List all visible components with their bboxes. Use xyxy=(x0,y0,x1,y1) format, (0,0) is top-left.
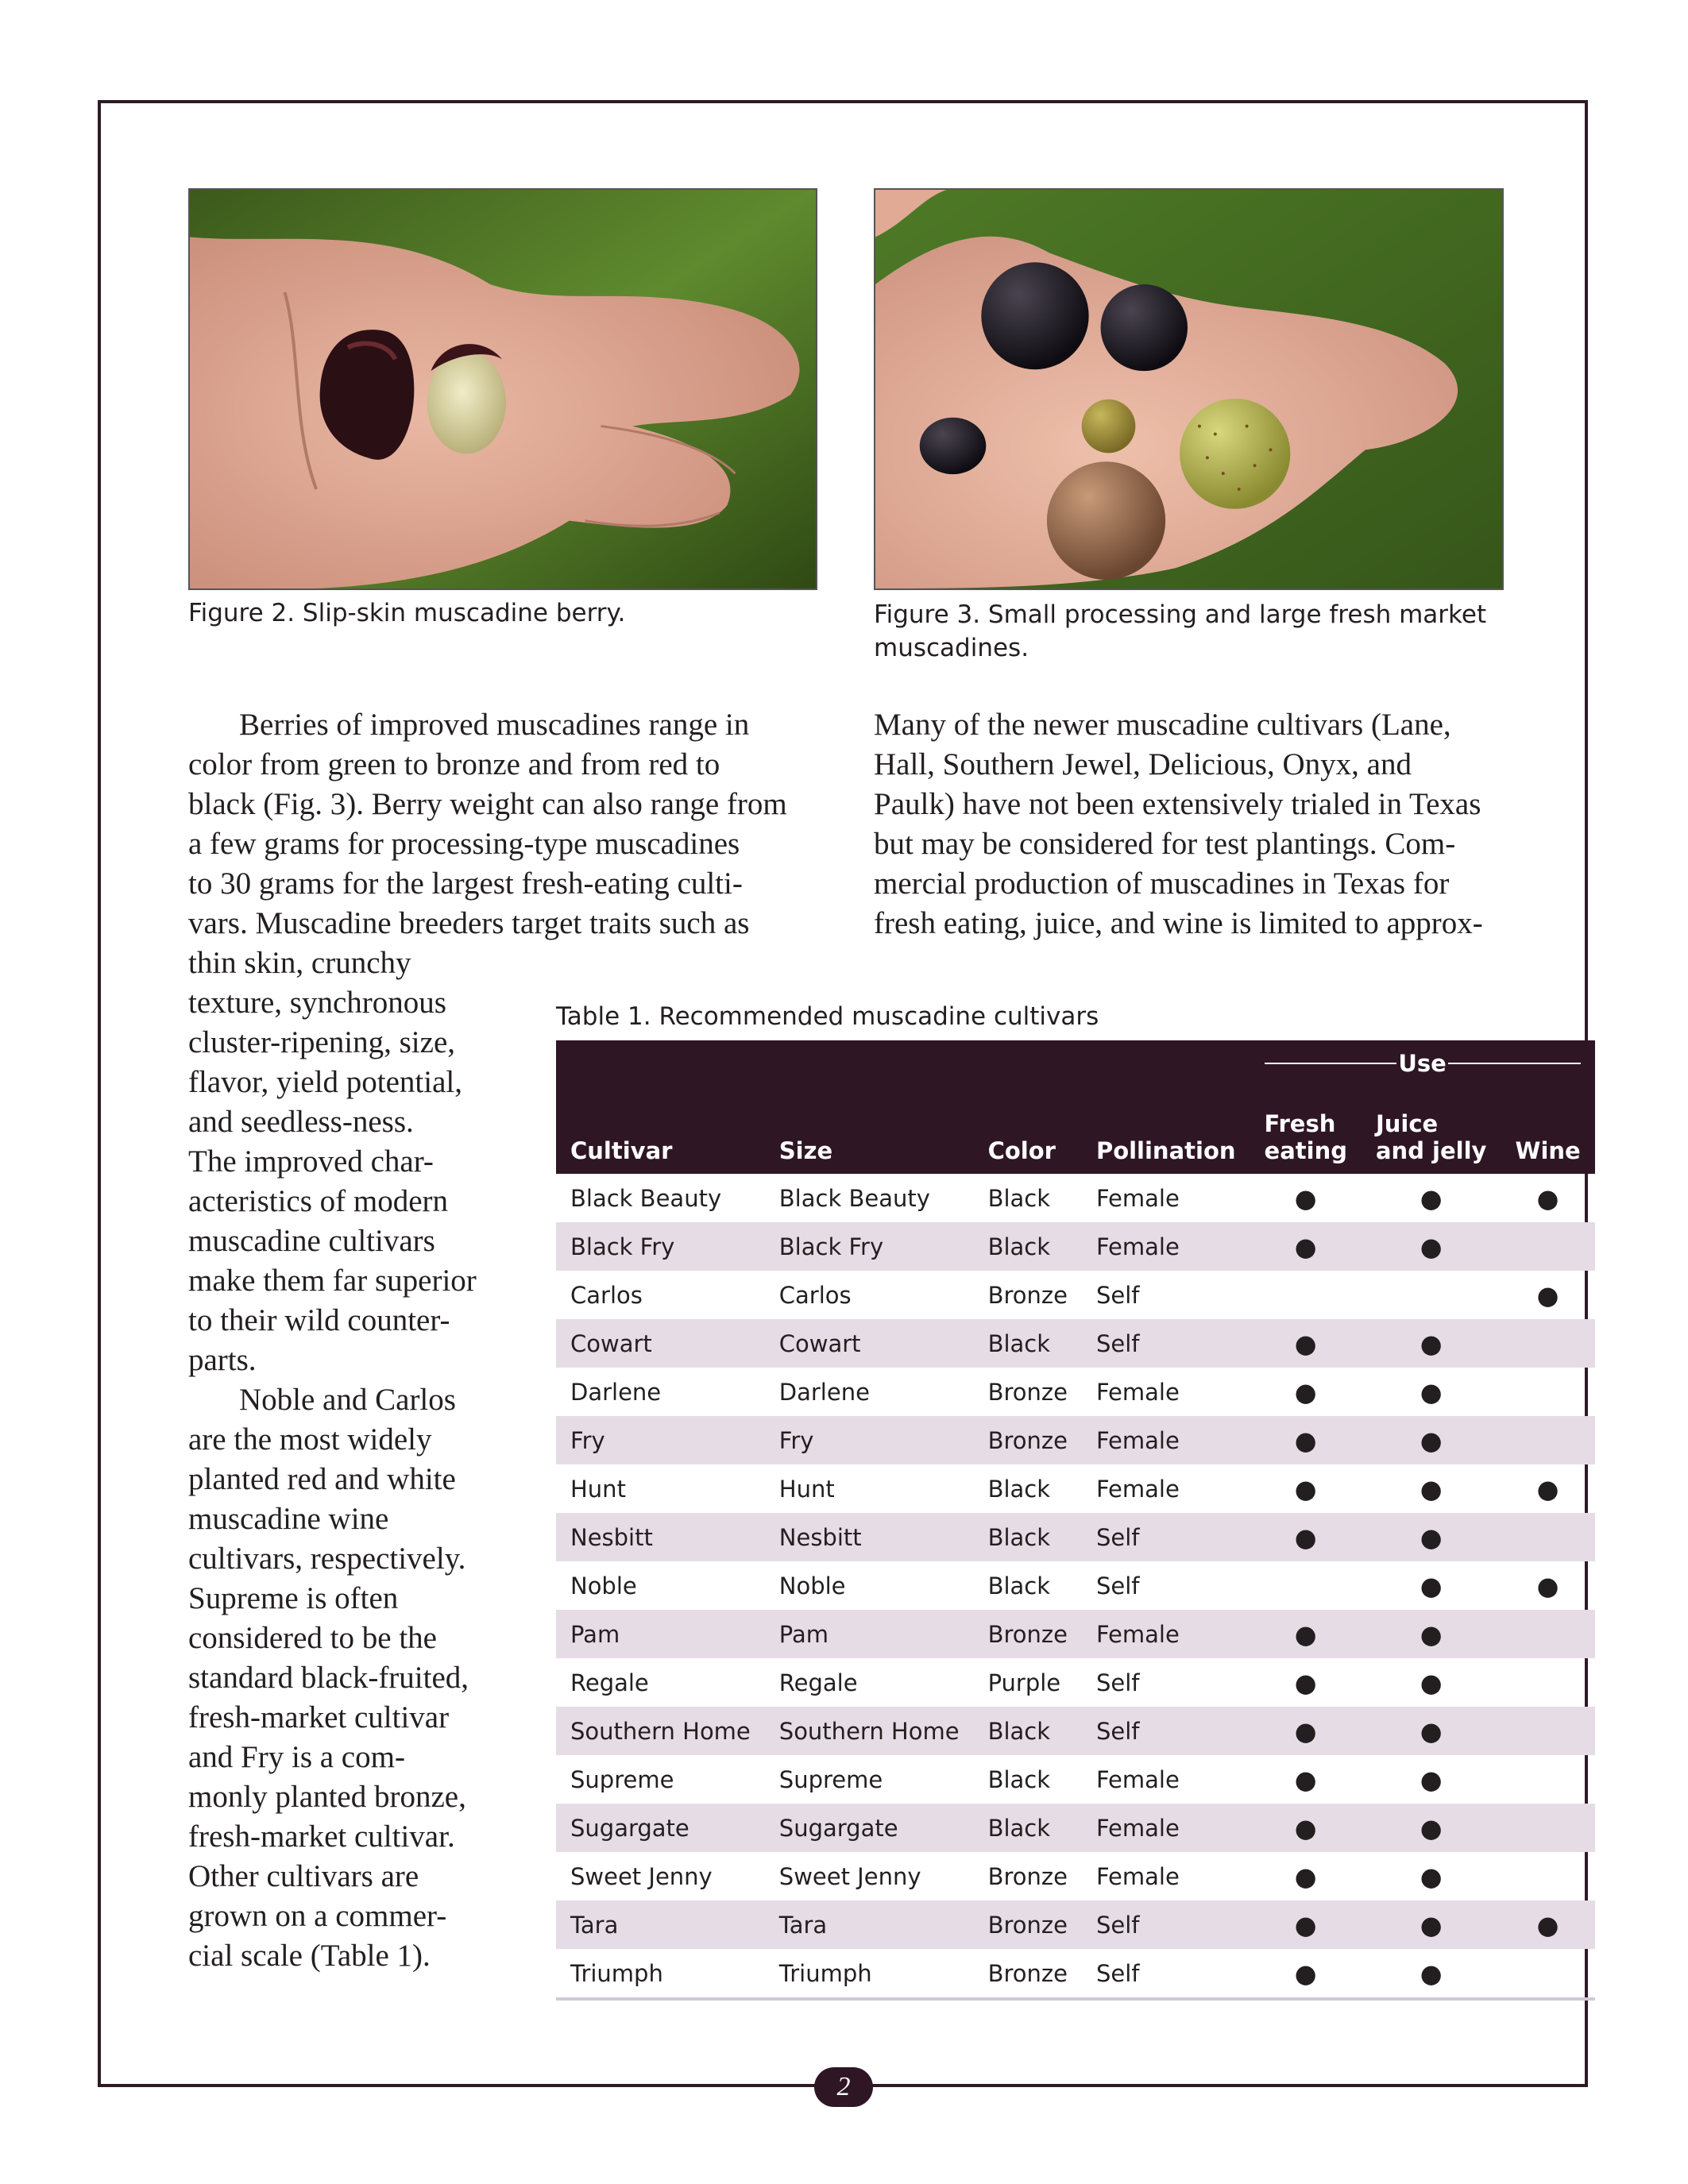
table-row xyxy=(556,1174,1595,1222)
cell-cultivar: Cowart xyxy=(570,1329,652,1357)
column-header-color: Color xyxy=(987,1137,1056,1164)
use-marker-icon: ● xyxy=(1294,1764,1317,1795)
cell-wine-use xyxy=(1501,1658,1594,1707)
cell-size: Fry xyxy=(778,1426,814,1454)
cell-pollination: Female xyxy=(1095,1426,1180,1454)
cell-fresh-use xyxy=(1250,1900,1362,1949)
use-marker-icon: ● xyxy=(1536,1183,1559,1214)
cell-cultivar: Regale xyxy=(570,1669,649,1696)
cell-wine-use xyxy=(1501,1804,1594,1852)
cell-cultivar: Darlene xyxy=(570,1378,662,1406)
cell-cultivar: Hunt xyxy=(570,1475,626,1503)
paragraph-line: black (Fig. 3). Berry weight can also range from xyxy=(188,787,787,821)
cell-wine-use xyxy=(1501,1464,1594,1513)
cell-fresh-use xyxy=(1250,1513,1362,1561)
paragraph-line: mercial production of muscadines in Texas for xyxy=(874,866,1450,901)
paragraph-line: standard black-fruited, xyxy=(188,1661,469,1695)
cell-size: Supreme xyxy=(778,1765,883,1793)
cell-juice-use xyxy=(1362,1222,1501,1271)
cell-cultivar: Triumph xyxy=(570,1959,663,1987)
paragraph-line: monly planted bronze, xyxy=(188,1780,466,1814)
cell-juice-use xyxy=(1362,1658,1501,1707)
cell-juice-use xyxy=(1362,1368,1501,1416)
use-marker-icon: ● xyxy=(1294,1473,1317,1504)
cell-size: Cowart xyxy=(778,1329,861,1357)
table-row xyxy=(556,1416,1595,1464)
cell-fresh-use xyxy=(1250,1804,1362,1852)
cell-wine-use xyxy=(1501,1368,1594,1416)
cell-pollination: Self xyxy=(1095,1523,1140,1551)
column-header-size: Size xyxy=(778,1137,833,1164)
cell-pollination: Female xyxy=(1095,1233,1180,1260)
table-row xyxy=(556,1610,1595,1658)
cell-color: Black xyxy=(987,1184,1051,1212)
cell-fresh-use xyxy=(1250,1416,1362,1464)
table-row xyxy=(556,1852,1595,1900)
cell-cultivar: Southern Home xyxy=(570,1717,751,1745)
use-marker-icon: ● xyxy=(1420,1909,1443,1940)
table-row xyxy=(556,1368,1595,1416)
paragraph-line: make them far superior xyxy=(188,1264,477,1298)
cell-color: Bronze xyxy=(987,1862,1068,1890)
cell-fresh-use xyxy=(1250,1707,1362,1755)
cell-color: Bronze xyxy=(987,1281,1068,1309)
cell-wine-use xyxy=(1501,1174,1594,1222)
use-marker-icon: ● xyxy=(1294,1183,1317,1214)
cell-cultivar: Nesbitt xyxy=(570,1523,653,1551)
cell-size: Regale xyxy=(778,1669,858,1696)
paragraph-line: fresh eating, juice, and wine is limited to approx- xyxy=(874,906,1483,940)
use-marker-icon: ● xyxy=(1536,1279,1559,1310)
paragraph-line: Berries of improved muscadines range in xyxy=(239,708,750,742)
cell-color: Black xyxy=(987,1475,1051,1503)
cell-juice-use xyxy=(1362,1755,1501,1804)
cell-color: Purple xyxy=(987,1669,1061,1696)
use-marker-icon: ● xyxy=(1294,1425,1317,1456)
cell-wine-use xyxy=(1501,1271,1594,1319)
cell-size: Black Beauty xyxy=(778,1184,930,1212)
cell-juice-use xyxy=(1362,1174,1501,1222)
cell-pollination: Self xyxy=(1095,1717,1140,1745)
cell-size: Hunt xyxy=(778,1475,835,1503)
cell-juice-use xyxy=(1362,1561,1501,1610)
cell-fresh-use xyxy=(1250,1658,1362,1707)
cell-fresh-use xyxy=(1250,1852,1362,1900)
use-marker-icon: ● xyxy=(1294,1812,1317,1843)
cell-fresh-use xyxy=(1250,1755,1362,1804)
use-marker-icon: ● xyxy=(1294,1715,1317,1746)
paragraph-line: flavor, yield potential, xyxy=(188,1065,463,1099)
cell-size: Noble xyxy=(778,1572,846,1599)
table-title: Table 1. Recommended muscadine cultivars xyxy=(556,1002,1099,1031)
cell-juice-use xyxy=(1362,1900,1501,1949)
column-header-fresh-eating: Fresh eating xyxy=(1264,1110,1347,1164)
figure-3-caption: Figure 3. Small processing and large fresh market muscadines. xyxy=(874,600,1487,662)
cell-size: Southern Home xyxy=(778,1717,960,1745)
paragraph-line: parts. xyxy=(188,1343,257,1377)
cell-fresh-use xyxy=(1250,1319,1362,1368)
use-group-header: Use xyxy=(1250,1040,1595,1086)
cell-juice-use xyxy=(1362,1852,1501,1900)
cell-wine-use xyxy=(1501,1222,1594,1271)
table-row xyxy=(556,1319,1595,1368)
use-marker-icon: ● xyxy=(1536,1570,1559,1601)
cell-color: Black xyxy=(987,1233,1051,1260)
column-header-wine: Wine xyxy=(1515,1137,1581,1164)
use-marker-icon: ● xyxy=(1420,1376,1443,1407)
cell-pollination: Female xyxy=(1095,1475,1180,1503)
paragraph-line: acteristics of modern xyxy=(188,1184,449,1218)
cell-wine-use xyxy=(1501,1900,1594,1949)
table-row xyxy=(556,1222,1595,1271)
table-row xyxy=(556,1900,1595,1949)
paragraph-line: considered to be the xyxy=(188,1621,437,1655)
cell-cultivar: Supreme xyxy=(570,1765,674,1793)
use-marker-icon: ● xyxy=(1420,1231,1443,1262)
paragraph-line: to 30 grams for the largest fresh-eating culti- xyxy=(188,866,743,901)
cell-wine-use xyxy=(1501,1513,1594,1561)
cell-juice-use xyxy=(1362,1949,1501,1999)
paragraph-line: Noble and Carlos xyxy=(239,1383,456,1417)
cell-fresh-use xyxy=(1250,1949,1362,1999)
use-marker-icon: ● xyxy=(1420,1715,1443,1746)
column-header-pollination: Pollination xyxy=(1095,1137,1236,1164)
cell-pollination: Female xyxy=(1095,1620,1180,1648)
cell-color: Black xyxy=(987,1717,1051,1745)
paragraph-line: texture, synchronous xyxy=(188,986,446,1020)
cell-pollination: Self xyxy=(1095,1911,1140,1939)
cell-juice-use xyxy=(1362,1416,1501,1464)
cell-juice-use xyxy=(1362,1804,1501,1852)
table-row xyxy=(556,1658,1595,1707)
use-marker-icon: ● xyxy=(1294,1958,1317,1989)
table-row xyxy=(556,1513,1595,1561)
cell-wine-use xyxy=(1501,1561,1594,1610)
paragraph-line: to their wild counter- xyxy=(188,1303,450,1337)
cell-juice-use xyxy=(1362,1271,1501,1319)
paragraph-line: cial scale (Table 1). xyxy=(188,1939,431,1973)
cell-color: Black xyxy=(987,1765,1051,1793)
cell-wine-use xyxy=(1501,1707,1594,1755)
cell-color: Black xyxy=(987,1329,1051,1357)
cell-pollination: Self xyxy=(1095,1281,1140,1309)
paragraph-line: cultivars, respectively. xyxy=(188,1542,466,1576)
use-marker-icon: ● xyxy=(1294,1522,1317,1553)
paragraph-line: grown on a commer- xyxy=(188,1899,447,1933)
cell-size: Carlos xyxy=(778,1281,852,1309)
cell-cultivar: Black Beauty xyxy=(570,1184,722,1212)
paragraph-line: vars. Muscadine breeders target traits such as xyxy=(188,906,750,940)
column-header-cultivar: Cultivar xyxy=(570,1137,673,1164)
cell-color: Bronze xyxy=(987,1620,1068,1648)
cell-fresh-use xyxy=(1250,1610,1362,1658)
use-marker-icon: ● xyxy=(1294,1376,1317,1407)
cultivar-table xyxy=(556,1040,1595,2001)
cell-size: Sugargate xyxy=(778,1814,898,1842)
use-marker-icon: ● xyxy=(1294,1231,1317,1262)
paragraph-line: Paulk) have not been extensively trialed in Texas xyxy=(874,787,1481,821)
table-row xyxy=(556,1755,1595,1804)
use-marker-icon: ● xyxy=(1420,1667,1443,1698)
paragraph-line: Supreme is often xyxy=(188,1581,399,1615)
cell-size: Triumph xyxy=(778,1959,872,1987)
paragraph-line: and Fry is a com- xyxy=(188,1740,405,1774)
cell-wine-use xyxy=(1501,1949,1594,1999)
cell-juice-use xyxy=(1362,1464,1501,1513)
cell-cultivar: Noble xyxy=(570,1572,637,1599)
cell-wine-use xyxy=(1501,1852,1594,1900)
use-marker-icon: ● xyxy=(1420,1328,1443,1359)
use-marker-icon: ● xyxy=(1420,1522,1443,1553)
right-body-column xyxy=(874,705,1483,943)
figure-2-caption: Figure 2. Slip-skin muscadine berry. xyxy=(188,599,626,627)
cell-pollination: Self xyxy=(1095,1669,1140,1696)
use-marker-icon: ● xyxy=(1420,1619,1443,1650)
paragraph-line: fresh-market cultivar xyxy=(188,1700,450,1734)
paragraph-line: but may be considered for test plantings. Com- xyxy=(874,827,1456,861)
cell-size: Nesbitt xyxy=(778,1523,862,1551)
cell-color: Black xyxy=(987,1814,1051,1842)
cell-wine-use xyxy=(1501,1610,1594,1658)
cell-size: Sweet Jenny xyxy=(778,1862,921,1890)
use-marker-icon: ● xyxy=(1294,1909,1317,1940)
paragraph-line: planted red and white xyxy=(188,1462,456,1496)
cell-pollination: Self xyxy=(1095,1572,1140,1599)
cell-wine-use xyxy=(1501,1416,1594,1464)
use-marker-icon: ● xyxy=(1420,1425,1443,1456)
paragraph-line: muscadine cultivars xyxy=(188,1224,435,1258)
paragraph-line: a few grams for processing-type muscadines xyxy=(188,827,740,861)
cell-size: Tara xyxy=(778,1911,828,1939)
cell-color: Bronze xyxy=(987,1426,1068,1454)
table-body xyxy=(556,1174,1595,1999)
use-marker-icon: ● xyxy=(1420,1764,1443,1795)
paragraph-line: are the most widely xyxy=(188,1422,432,1457)
figure-2-photo xyxy=(188,188,817,590)
column-header-juice-and-jelly: Juice and jelly xyxy=(1375,1110,1487,1164)
cell-color: Bronze xyxy=(987,1959,1068,1987)
paragraph-line: Hall, Southern Jewel, Delicious, Onyx, and xyxy=(874,747,1412,781)
use-marker-icon: ● xyxy=(1420,1183,1443,1214)
use-marker-icon: ● xyxy=(1536,1473,1559,1504)
table-row xyxy=(556,1464,1595,1513)
table-row xyxy=(556,1804,1595,1852)
paragraph-line: color from green to bronze and from red to xyxy=(188,747,720,781)
cell-pollination: Female xyxy=(1095,1814,1180,1842)
cell-size: Pam xyxy=(778,1620,829,1648)
use-marker-icon: ● xyxy=(1294,1328,1317,1359)
paragraph-line: muscadine wine xyxy=(188,1502,389,1536)
cell-juice-use xyxy=(1362,1319,1501,1368)
cell-cultivar: Black Fry xyxy=(570,1233,675,1260)
cell-pollination: Female xyxy=(1095,1765,1180,1793)
use-marker-icon: ● xyxy=(1536,1909,1559,1940)
cell-juice-use xyxy=(1362,1513,1501,1561)
page-number: 2 xyxy=(814,2067,873,2107)
cell-cultivar: Carlos xyxy=(570,1281,643,1309)
cell-fresh-use xyxy=(1250,1174,1362,1222)
table-row xyxy=(556,1271,1595,1319)
cell-wine-use xyxy=(1501,1755,1594,1804)
use-marker-icon: ● xyxy=(1294,1861,1317,1892)
paragraph-line: The improved char- xyxy=(188,1144,434,1179)
cell-fresh-use xyxy=(1250,1222,1362,1271)
cell-fresh-use xyxy=(1250,1464,1362,1513)
cell-fresh-use xyxy=(1250,1271,1362,1319)
cell-cultivar: Pam xyxy=(570,1620,620,1648)
cell-wine-use xyxy=(1501,1319,1594,1368)
cell-pollination: Female xyxy=(1095,1378,1180,1406)
cell-juice-use xyxy=(1362,1707,1501,1755)
use-marker-icon: ● xyxy=(1420,1570,1443,1601)
use-rule-right xyxy=(1448,1063,1581,1064)
cell-cultivar: Sweet Jenny xyxy=(570,1862,713,1890)
paragraph-line: fresh-market cultivar. xyxy=(188,1819,455,1854)
table-row xyxy=(556,1561,1595,1610)
cell-fresh-use xyxy=(1250,1561,1362,1610)
cell-size: Black Fry xyxy=(778,1233,884,1260)
cell-pollination: Female xyxy=(1095,1862,1180,1890)
cell-fresh-use xyxy=(1250,1368,1362,1416)
figure-3-photo xyxy=(874,188,1504,590)
cell-pollination: Self xyxy=(1095,1959,1140,1987)
use-marker-icon: ● xyxy=(1420,1473,1443,1504)
paragraph-line: cluster-ripening, size, xyxy=(188,1025,456,1059)
use-marker-icon: ● xyxy=(1420,1861,1443,1892)
use-marker-icon: ● xyxy=(1420,1958,1443,1989)
paragraph-line: and seedless-ness. xyxy=(188,1105,414,1139)
cell-size: Darlene xyxy=(778,1378,870,1406)
cell-cultivar: Fry xyxy=(570,1426,605,1454)
paragraph-line: Other cultivars are xyxy=(188,1859,419,1893)
use-rule-left xyxy=(1265,1063,1397,1064)
paragraph-line: thin skin, crunchy xyxy=(188,946,411,980)
cell-juice-use xyxy=(1362,1610,1501,1658)
cell-color: Black xyxy=(987,1572,1051,1599)
paragraph-line: Many of the newer muscadine cultivars (Lane, xyxy=(874,708,1451,742)
use-marker-icon: ● xyxy=(1294,1667,1317,1698)
cell-cultivar: Tara xyxy=(570,1911,619,1939)
table-row xyxy=(556,1707,1595,1755)
cell-pollination: Female xyxy=(1095,1184,1180,1212)
table-row xyxy=(556,1949,1595,1999)
use-marker-icon: ● xyxy=(1294,1619,1317,1650)
cell-cultivar: Sugargate xyxy=(570,1814,689,1842)
cell-pollination: Self xyxy=(1095,1329,1140,1357)
cell-color: Black xyxy=(987,1523,1051,1551)
cell-color: Bronze xyxy=(987,1378,1068,1406)
use-marker-icon: ● xyxy=(1420,1812,1443,1843)
cell-color: Bronze xyxy=(987,1911,1068,1939)
